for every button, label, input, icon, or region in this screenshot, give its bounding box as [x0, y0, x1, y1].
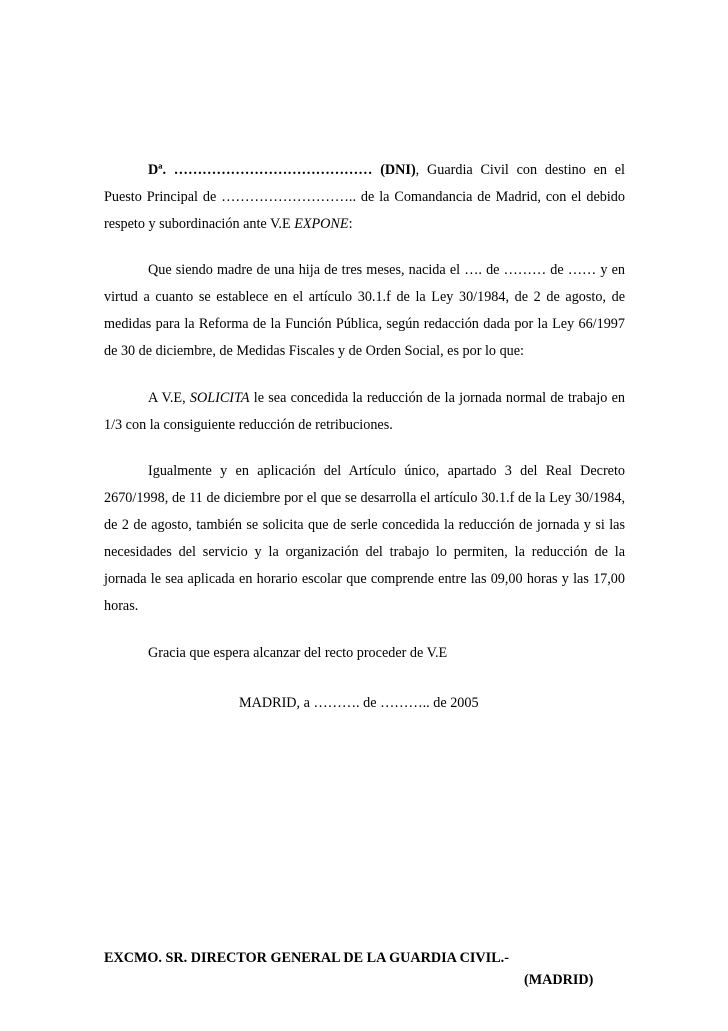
paragraph-motivation: Que siendo madre de una hija de tres meses, nacida el …. de ……… de …… y en virtud a cuanto se establece en el artículo 30.1.f de la Ley 30/1984, de 2 de agosto, de medidas para la Reforma de la Función Pública, según redacción dada por la Ley 66/1997 de 30 de diciembre, de Medidas Fiscales y de Orden Social, es por lo que: — [104, 262, 625, 359]
paragraph-closing: Gracia que espera alcanzar del recto proceder de V.E — [148, 645, 448, 661]
expone-word: EXPONE — [294, 216, 349, 232]
addressee-city: (MADRID) — [524, 972, 594, 988]
solicita-word: SOLICITA — [189, 390, 250, 406]
paragraph-request — [104, 385, 625, 439]
date-line: MADRID, a ………. de ……….. de 2005 — [239, 695, 479, 711]
paragraph-intro — [104, 157, 625, 238]
dni-label: (DNI) — [380, 162, 416, 178]
addressee: EXCMO. SR. DIRECTOR GENERAL DE LA GUARDIA CIVIL.- — [104, 950, 509, 966]
intro-colon: : — [348, 216, 353, 232]
request-text-start: A V.E, — [148, 390, 190, 406]
applicant-name-field: Dª. …………………………………… — [148, 162, 373, 178]
paragraph-schedule: Igualmente y en aplicación del Artículo único, apartado 3 del Real Decreto 2670/1998, de 11 de diciembre por el que se desarrolla el artículo 30.1.f de la Ley 30/1984, de 2 de agosto, también se solicita que de serle concedida la reducción de jornada y si las necesidades del servicio y la organización del trabajo lo permiten, la reducción de la jornada le sea aplicada en horario escolar que comprende entre las 09,00 horas y las 17,00 horas. — [104, 463, 625, 614]
intro-text: , Guardia Civil con destino en el Puesto Principal de ……………………….. de la Comandancia de Madrid, con el debido respeto y subordinación ante V.E — [104, 162, 625, 232]
request-text-end: le sea concedida la reducción de la jornada normal de trabajo en 1/3 con la consiguiente reducción de retribuciones. — [104, 390, 625, 433]
